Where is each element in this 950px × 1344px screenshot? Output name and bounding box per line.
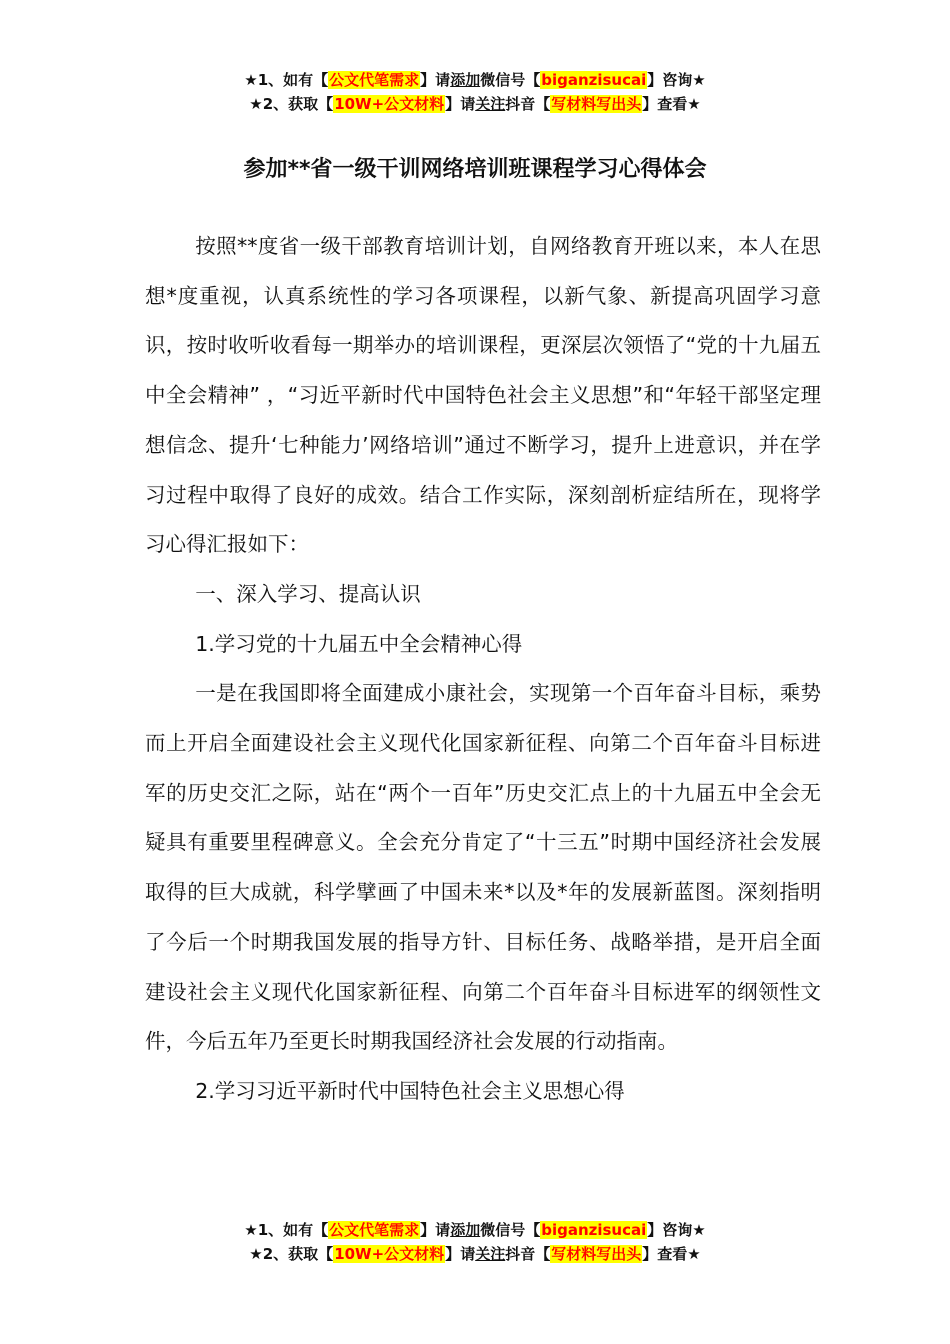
ad-text: 】查看★ [642,95,701,113]
ad-text: 】查看★ [642,1245,701,1263]
header-ad-line-1 [0,68,950,92]
ad-text: 】咨询★ [647,1221,706,1239]
ad-highlight: biganzisucai [541,71,647,89]
header-ad-banner [0,68,950,116]
ad-text: ★1、如有【 [244,71,329,89]
ad-highlight: 写材料写出头 [551,1245,642,1263]
body-paragraph: 按照**度省一级干部教育培训计划，自网络教育开班以来，本人在思想*度重视，认真系统性的学习各项课程，以新气象、新提高巩固学习意识，按时收听收看每一期举办的培训课程，更深层次领悟了“党的十九届五中全会精神” ，“习近平新时代中国特色社会主义思想”和“年轻干部坚定理想信念、提升‘七种能力’网络培训”通过不断学习，提升上进意识，并在学习过程中取得了良好的成效。结合工作实际，深刻剖析症结所在，现将学习心得汇报如下： [145,234,821,557]
body-paragraph: 一是在我国即将全面建成小康社会，实现第一个百年奋斗目标，乘势而上开启全面建设社会主义现代化国家新征程、向第二个百年奋斗目标进军的历史交汇之际，站在“两个一百年”历史交汇点上的十九届五中全会无疑具有重要里程碑意义。全会充分肯定了“十三五”时期中国经济社会发展取得的巨大成就，科学擘画了中国未来*以及*年的发展新蓝图。深刻指明了今后一个时期我国发展的指导方针、目标任务、战略举措，是开启全面建设社会主义现代化国家新征程、向第二个百年奋斗目标进军的纲领性文件，今后五年乃至更长时期我国经济社会发展的行动指南。 [145,681,821,1054]
ad-underlined-text: 关注 [475,1245,506,1263]
subsection-heading: 2.学习习近平新时代中国特色社会主义思想心得 [195,1078,625,1103]
ad-highlight: 公文代笔需求 [329,1221,420,1239]
ad-text: 抖音【 [505,1245,551,1263]
ad-text: 】请 [420,71,451,89]
ad-underlined-text: 添加 [450,71,481,89]
ad-text: 】请 [420,1221,451,1239]
document-body [145,222,821,1117]
footer-ad-banner [0,1218,950,1266]
ad-underlined-text: 关注 [475,95,506,113]
ad-text: 抖音【 [505,95,551,113]
ad-text: 微信号【 [480,1221,541,1239]
ad-text: 】请 [445,95,476,113]
footer-ad-line-1 [0,1218,950,1242]
document-title: 参加**省一级干训网络培训班课程学习心得体会 [243,157,707,182]
section-heading: 一、深入学习、提高认识 [195,581,421,606]
subsection-heading: 1.学习党的十九届五中全会精神心得 [195,631,523,656]
ad-highlight: 10W+公文材料 [334,95,445,113]
footer-ad-line-2 [0,1242,950,1266]
ad-text: 微信号【 [480,71,541,89]
ad-highlight: 公文代笔需求 [329,71,420,89]
ad-underlined-text: 添加 [450,1221,481,1239]
ad-text: ★2、获取【 [249,95,334,113]
ad-text: ★1、如有【 [244,1221,329,1239]
header-ad-line-2 [0,92,950,116]
ad-text: 】咨询★ [647,71,706,89]
ad-text: ★2、获取【 [249,1245,334,1263]
ad-text: 】请 [445,1245,476,1263]
ad-highlight: 写材料写出头 [551,95,642,113]
ad-highlight: 10W+公文材料 [334,1245,445,1263]
ad-highlight: biganzisucai [541,1221,647,1239]
